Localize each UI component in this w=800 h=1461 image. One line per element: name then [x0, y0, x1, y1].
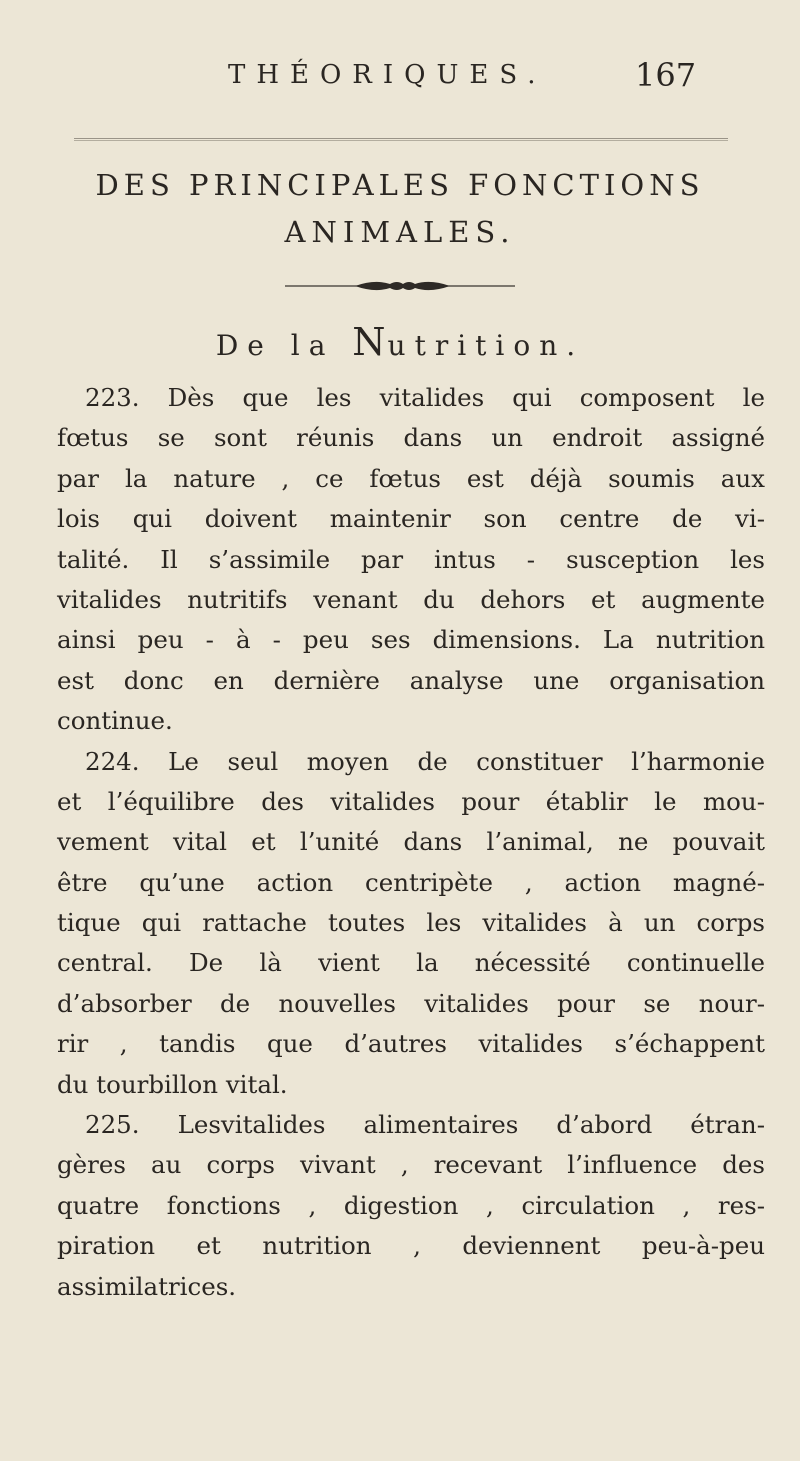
text-line: 224. Le seul moyen de constituer l’harmonie [85, 746, 765, 776]
text-line: talité. Il s’assimile par intus - susception les [57, 544, 765, 574]
text-line: être qu’une action centripète , action magné- [57, 867, 765, 897]
text-line: 225. Lesvitalides alimentaires d’abord étran- [85, 1110, 765, 1140]
text-line: vement vital et l’unité dans l’animal, ne pouvait [57, 827, 765, 857]
ornament-divider-icon [285, 278, 515, 294]
section-title-line-2: ANIMALES. [284, 215, 516, 249]
text-line: tique qui rattache toutes les vitalides à un corps [57, 908, 765, 938]
text-line: continue. [57, 706, 173, 736]
subsection-title [0, 320, 800, 364]
text-line: d’absorber de nouvelles vitalides pour se nour- [57, 988, 765, 1018]
subsection-title-initial: N [352, 320, 388, 364]
subsection-title-prefix: De la [215, 329, 353, 362]
running-head [0, 56, 800, 96]
text-line: est donc en dernière analyse une organisation [57, 665, 765, 695]
running-title: THÉORIQUES. [228, 60, 547, 90]
text-line: lois qui doivent maintenir son centre de vi- [57, 504, 765, 534]
text-line: piration et nutrition , deviennent peu-à-peu [57, 1231, 765, 1261]
text-line: gères au corps vivant , recevant l’influence des [57, 1150, 765, 1180]
header-rule [74, 138, 728, 141]
body-text [57, 378, 765, 1307]
text-line: rir , tandis que d’autres vitalides s’échappent [57, 1029, 765, 1059]
page-number: 167 [635, 56, 697, 94]
text-line: vitalides nutritifs venant du dehors et augmente [57, 584, 765, 614]
text-line: du tourbillon vital. [57, 1069, 288, 1099]
text-line: par la nature , ce fœtus est déjà soumis aux [57, 463, 765, 493]
text-line: fœtus se sont réunis dans un endroit assigné [57, 423, 765, 453]
text-line: central. De là vient la nécessité continuelle [57, 948, 765, 978]
text-line: ainsi peu - à - peu ses dimensions. La nutrition [57, 625, 765, 655]
text-line: assimilatrices. [57, 1271, 237, 1301]
section-title-line-1: DES PRINCIPALES FONCTIONS [95, 168, 705, 202]
text-line: 223. Dès que les vitalides qui composent le [85, 383, 765, 412]
text-line: et l’équilibre des vitalides pour établir le mou- [57, 786, 765, 816]
text-line: quatre fonctions , digestion , circulation , res- [57, 1190, 765, 1220]
subsection-title-rest: utrition. [387, 329, 585, 362]
